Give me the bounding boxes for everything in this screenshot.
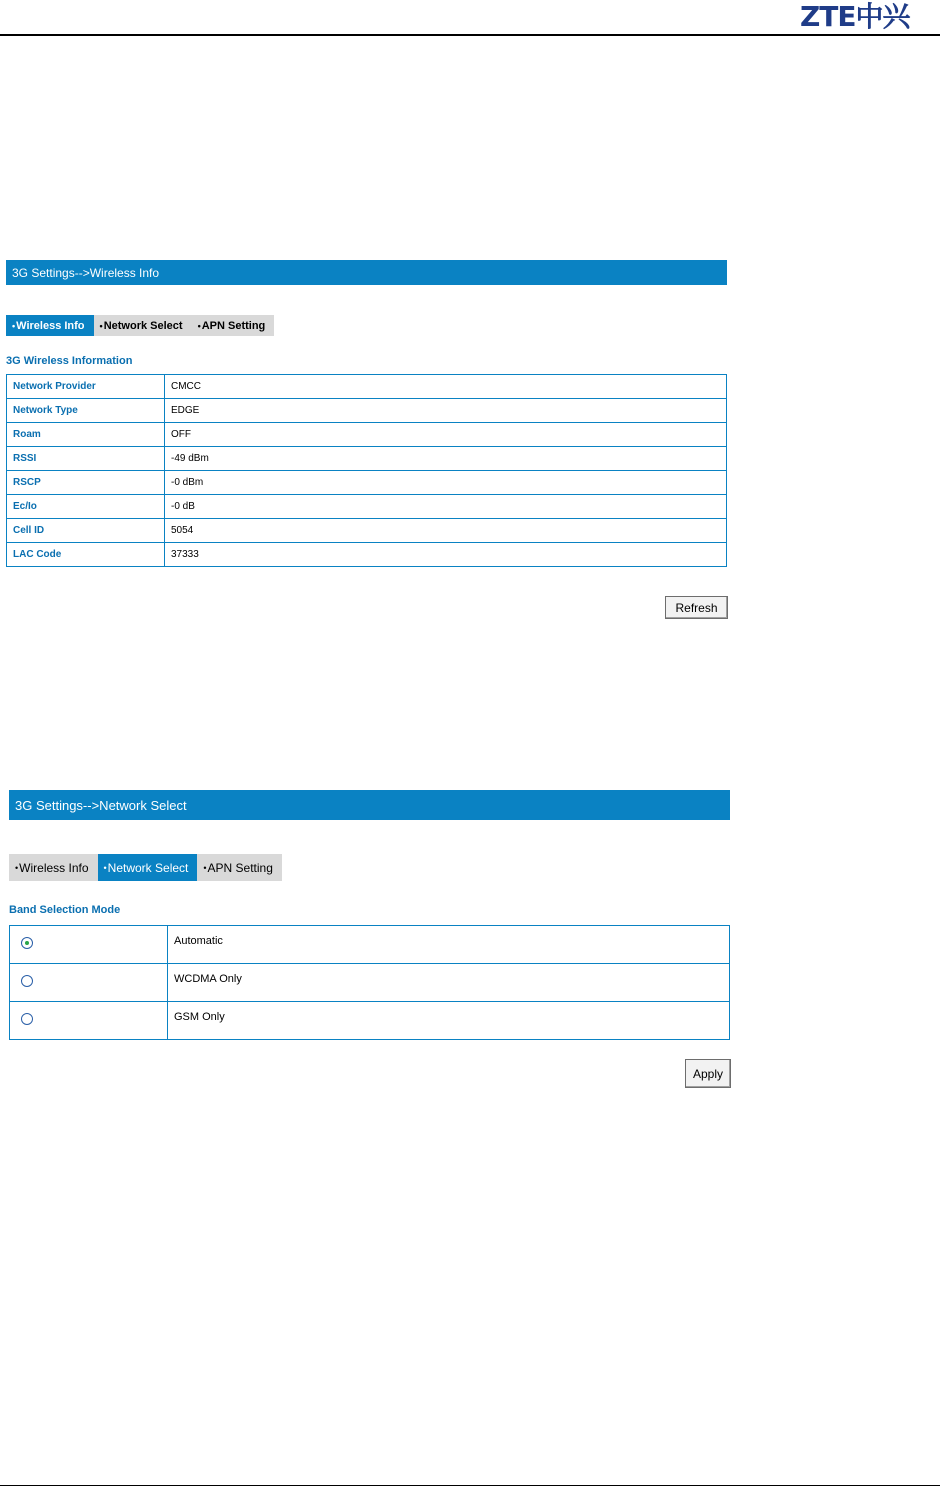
tab-apn-setting[interactable] xyxy=(192,315,275,336)
header-rule xyxy=(0,34,940,36)
table-row xyxy=(7,495,727,519)
table-row xyxy=(7,423,727,447)
table-row xyxy=(10,964,730,1002)
row-value: OFF xyxy=(165,423,727,447)
tab-label: Network Select xyxy=(103,319,183,332)
bullet-icon: • xyxy=(197,320,201,331)
table-row xyxy=(7,519,727,543)
row-label: Network Type xyxy=(7,399,165,423)
table-row xyxy=(7,471,727,495)
tab-wireless-info[interactable] xyxy=(9,854,98,881)
section-title-wireless-information: 3G Wireless Information xyxy=(6,355,133,367)
section-title-band-selection: Band Selection Mode xyxy=(9,904,121,916)
row-label: Roam xyxy=(7,423,165,447)
tab-wireless-info[interactable] xyxy=(6,315,94,336)
row-value: 37333 xyxy=(165,543,727,567)
table-row xyxy=(7,399,727,423)
option-label-automatic: Automatic xyxy=(168,926,730,964)
table-row xyxy=(7,375,727,399)
radio-automatic[interactable] xyxy=(21,937,33,949)
wireless-info-table xyxy=(6,374,727,567)
bullet-icon: • xyxy=(103,862,107,873)
zte-logo: ZTE中兴 xyxy=(800,0,910,33)
tab-bar-panel2 xyxy=(9,854,282,881)
band-selection-table xyxy=(9,925,730,1040)
bullet-icon: • xyxy=(12,320,16,331)
radio-cell xyxy=(10,926,168,964)
footer-rule xyxy=(0,1485,940,1486)
bullet-icon: • xyxy=(203,862,207,873)
row-value: 5054 xyxy=(165,519,727,543)
radio-cell xyxy=(10,964,168,1002)
radio-cell xyxy=(10,1002,168,1040)
tab-apn-setting[interactable] xyxy=(197,854,282,881)
radio-gsm-only[interactable] xyxy=(21,1013,33,1025)
row-value: -49 dBm xyxy=(165,447,727,471)
row-label: RSCP xyxy=(7,471,165,495)
tab-label: Wireless Info xyxy=(16,319,85,332)
panel-title-wireless-info: 3G Settings-->Wireless Info xyxy=(6,260,727,285)
table-row xyxy=(10,926,730,964)
tab-label: Network Select xyxy=(107,860,189,875)
table-row xyxy=(7,543,727,567)
table-row xyxy=(10,1002,730,1040)
option-label-wcdma-only: WCDMA Only xyxy=(168,964,730,1002)
tab-label: APN Setting xyxy=(201,319,266,332)
row-label: Cell ID xyxy=(7,519,165,543)
row-label: Network Provider xyxy=(7,375,165,399)
bullet-icon: • xyxy=(99,320,103,331)
tab-bar-panel1 xyxy=(6,315,274,336)
bullet-icon: • xyxy=(15,862,19,873)
tab-network-select[interactable] xyxy=(94,315,192,336)
option-label-gsm-only: GSM Only xyxy=(168,1002,730,1040)
row-label: Ec/Io xyxy=(7,495,165,519)
tab-label: APN Setting xyxy=(207,860,273,875)
row-label: RSSI xyxy=(7,447,165,471)
row-value: CMCC xyxy=(165,375,727,399)
panel-title-network-select: 3G Settings-->Network Select xyxy=(9,790,730,820)
tab-label: Wireless Info xyxy=(19,860,89,875)
row-value: EDGE xyxy=(165,399,727,423)
row-label: LAC Code xyxy=(7,543,165,567)
row-value: -0 dB xyxy=(165,495,727,519)
refresh-button[interactable]: Refresh xyxy=(665,596,728,619)
radio-wcdma-only[interactable] xyxy=(21,975,33,987)
row-value: -0 dBm xyxy=(165,471,727,495)
apply-button[interactable]: Apply xyxy=(685,1059,731,1088)
table-row xyxy=(7,447,727,471)
tab-network-select[interactable] xyxy=(98,854,198,881)
